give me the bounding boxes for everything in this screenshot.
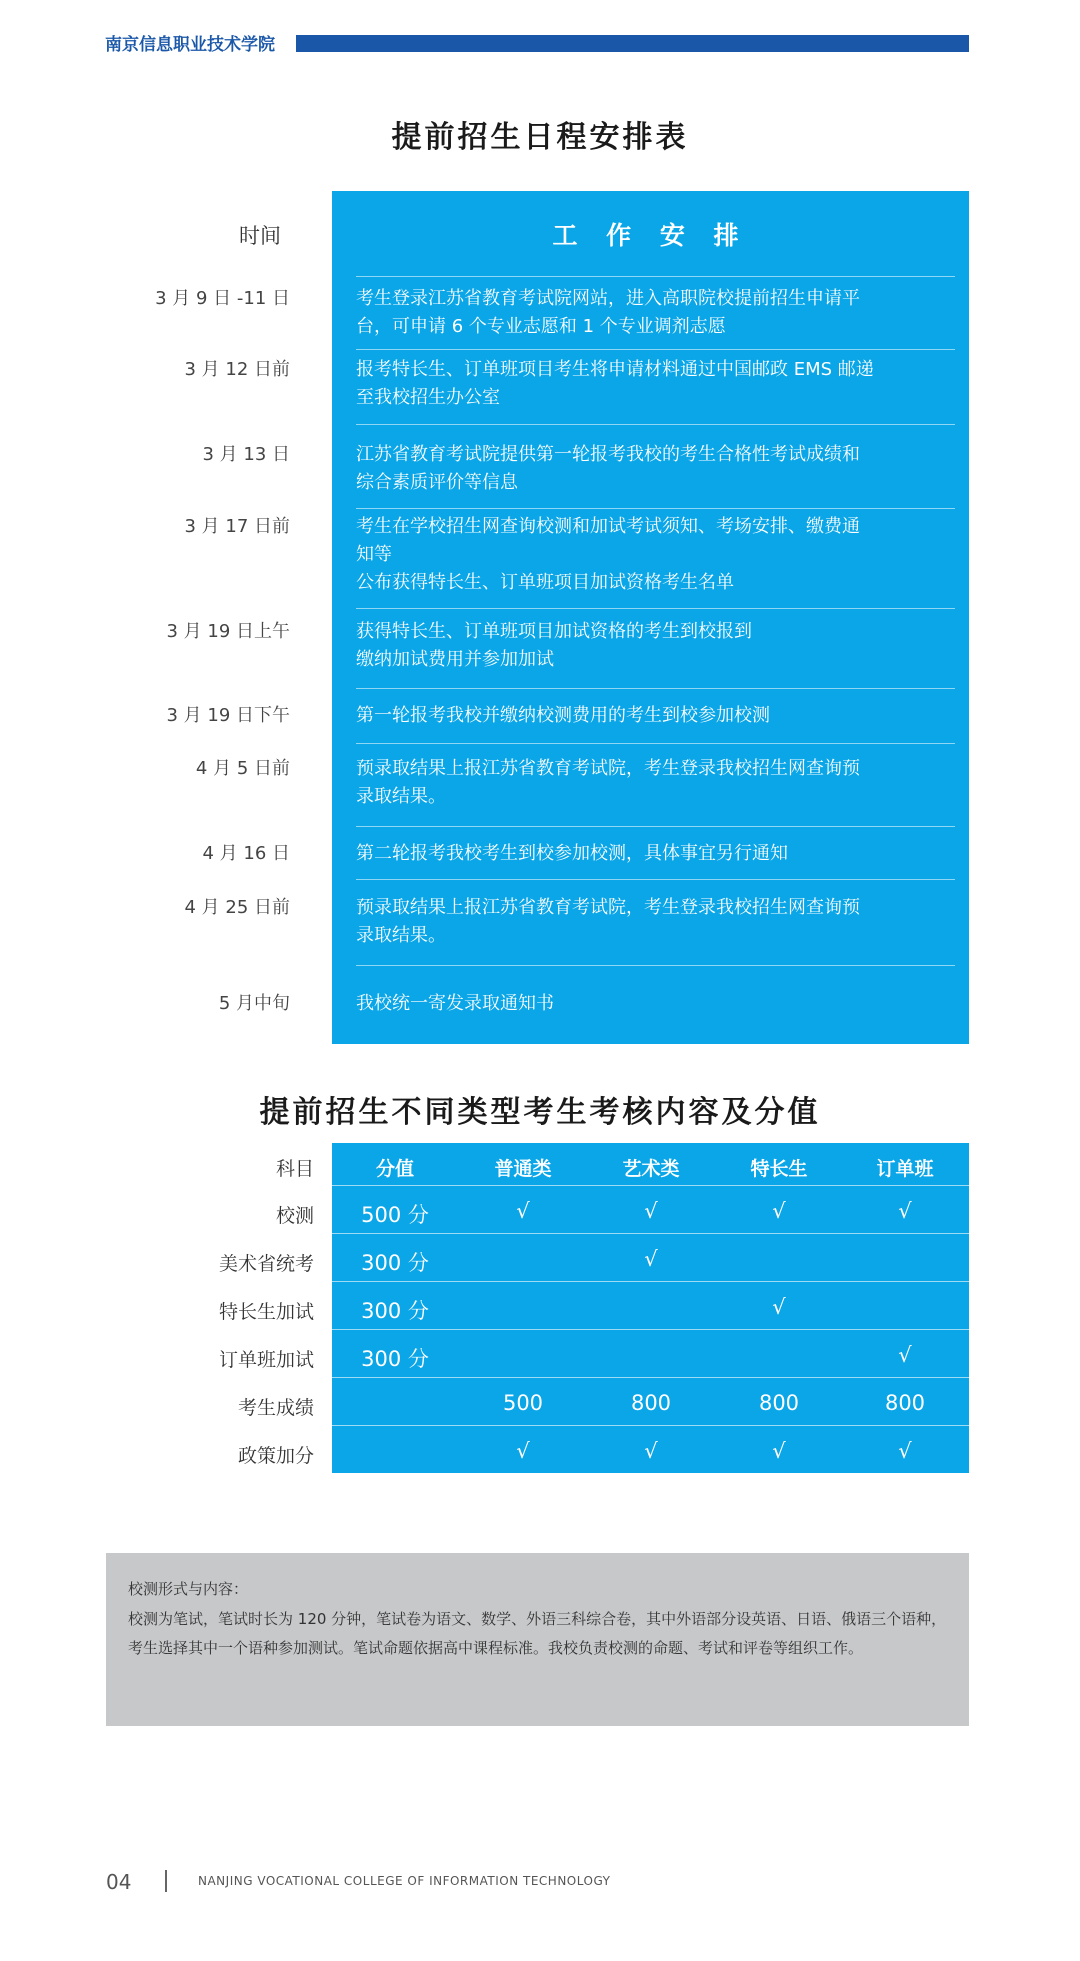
schedule-description-line: 公布获得特长生、订单班项目加试资格考生名单 — [356, 572, 734, 593]
assessment-cell: 800 — [630, 1391, 672, 1415]
schedule-time: 3 月 19 日下午 — [166, 705, 290, 726]
schedule-time: 5 月中旬 — [218, 993, 290, 1014]
schedule-row-divider — [356, 688, 955, 689]
schedule-description — [356, 702, 956, 730]
note-box — [106, 1553, 969, 1726]
assessment-cell: 500 分 — [361, 1203, 429, 1227]
schedule-description-line: 我校统一寄发录取通知书 — [356, 993, 554, 1014]
assessment-subject: 美术省统考 — [218, 1253, 314, 1275]
assessment-cell: √ — [772, 1439, 786, 1463]
schedule-description — [356, 840, 956, 868]
assessment-cell: √ — [644, 1199, 658, 1223]
assessment-cell: √ — [772, 1199, 786, 1223]
schedule-description-line: 第二轮报考我校考生到校参加校测，具体事宜另行通知 — [356, 843, 788, 864]
assessment-cell: 300 分 — [361, 1347, 429, 1371]
assessment-cell: 800 — [758, 1391, 800, 1415]
schedule-description-line: 获得特长生、订单班项目加试资格的考生到校报到 — [356, 621, 752, 642]
schedule-description-line: 江苏省教育考试院提供第一轮报考我校的考生合格性考试成绩和 — [356, 444, 860, 465]
schedule-time: 3 月 9 日 -11 日 — [155, 288, 290, 309]
assessment-cell: 800 — [884, 1391, 926, 1415]
assessment-row-divider — [332, 1425, 969, 1426]
schedule-title: 提前招生日程安排表 — [391, 120, 689, 155]
assessment-subject-header: 科目 — [275, 1158, 314, 1180]
schedule-time: 3 月 12 日前 — [184, 359, 290, 380]
schedule-description-line: 至我校招生办公室 — [356, 387, 500, 408]
schedule-description — [356, 513, 956, 597]
assessment-subject: 考生成绩 — [237, 1397, 314, 1419]
assessment-column-header: 艺术类 — [622, 1158, 680, 1180]
schedule-description-line: 考生在学校招生网查询校测和加试考试须知、考场安排、缴费通 — [356, 516, 860, 537]
schedule-row-divider — [356, 424, 955, 425]
assessment-column-header: 分值 — [375, 1158, 414, 1180]
schedule-row-divider — [356, 608, 955, 609]
assessment-column-header: 订单班 — [876, 1158, 934, 1180]
assessment-row-divider — [332, 1377, 969, 1378]
assessment-row-divider — [332, 1281, 969, 1282]
schedule-time: 3 月 13 日 — [202, 444, 290, 465]
schedule-work-header: 工 作 安 排 — [552, 221, 749, 250]
assessment-column-header: 特长生 — [750, 1158, 808, 1180]
assessment-cell: 300 分 — [361, 1299, 429, 1323]
assessment-subject: 订单班加试 — [218, 1349, 314, 1371]
schedule-description-line: 知等 — [356, 544, 392, 565]
schedule-description-line: 预录取结果上报江苏省教育考试院，考生登录我校招生网查询预 — [356, 758, 860, 779]
note-title: 校测形式与内容： — [128, 1580, 249, 1598]
assessment-subject: 特长生加试 — [218, 1301, 314, 1323]
schedule-time: 3 月 17 日前 — [184, 516, 290, 537]
institution-name: 南京信息职业技术学院 — [105, 35, 275, 55]
footer-separator — [165, 1870, 167, 1892]
assessment-cell: √ — [898, 1343, 912, 1367]
assessment-cell: √ — [772, 1295, 786, 1319]
note-body: 校测为笔试，笔试时长为 120 分钟，笔试卷为语文、数学、外语三科综合卷，其中外语部分设英语、日语、俄语三个语种，考生选择其中一个语种参加测试。笔试命题依据高中课程标准。我校负责校测的命题、考试和评卷等组织工作。 — [128, 1610, 947, 1657]
page-number: 04 — [106, 1870, 132, 1894]
assessment-row-divider — [332, 1185, 969, 1186]
assessment-cell: √ — [898, 1199, 912, 1223]
assessment-row-divider — [332, 1233, 969, 1234]
assessment-cell: √ — [516, 1199, 530, 1223]
schedule-time: 4 月 5 日前 — [195, 758, 290, 779]
schedule-description — [356, 755, 956, 811]
schedule-row-divider — [356, 276, 955, 277]
assessment-cell: √ — [516, 1439, 530, 1463]
schedule-row-divider — [356, 508, 955, 509]
assessment-column-header: 普通类 — [494, 1158, 552, 1180]
schedule-row-divider — [356, 965, 955, 966]
assessment-cell: √ — [898, 1439, 912, 1463]
schedule-description-line: 台，可申请 6 个专业志愿和 1 个专业调剂志愿 — [356, 316, 726, 337]
schedule-description-line: 缴纳加试费用并参加加试 — [356, 649, 554, 670]
schedule-time-header: 时间 — [239, 224, 281, 248]
schedule-time: 4 月 25 日前 — [184, 897, 290, 918]
schedule-description-line: 综合素质评价等信息 — [356, 472, 518, 493]
schedule-description-line: 录取结果。 — [356, 786, 446, 807]
schedule-time: 4 月 16 日 — [202, 843, 290, 864]
assessment-subject: 校测 — [275, 1205, 314, 1227]
schedule-row-divider — [356, 349, 955, 350]
schedule-description-line: 录取结果。 — [356, 925, 446, 946]
assessment-title: 提前招生不同类型考生考核内容及分值 — [259, 1095, 821, 1130]
schedule-description — [356, 894, 956, 950]
assessment-cell: 500 — [502, 1391, 544, 1415]
assessment-subject: 政策加分 — [237, 1445, 314, 1467]
schedule-description-line: 考生登录江苏省教育考试院网站，进入高职院校提前招生申请平 — [356, 288, 860, 309]
assessment-row-divider — [332, 1329, 969, 1330]
header-bar — [296, 35, 969, 52]
footer-college-name: NANJING VOCATIONAL COLLEGE OF INFORMATION TECHNOLOGY — [198, 1874, 611, 1888]
schedule-description — [356, 618, 956, 674]
assessment-cell: √ — [644, 1247, 658, 1271]
schedule-row-divider — [356, 879, 955, 880]
schedule-description — [356, 285, 956, 341]
schedule-description — [356, 990, 956, 1018]
schedule-description — [356, 356, 956, 412]
schedule-description-line: 预录取结果上报江苏省教育考试院，考生登录我校招生网查询预 — [356, 897, 860, 918]
assessment-cell: 300 分 — [361, 1251, 429, 1275]
schedule-time: 3 月 19 日上午 — [166, 621, 290, 642]
schedule-row-divider — [356, 743, 955, 744]
schedule-description — [356, 441, 956, 497]
assessment-cell: √ — [644, 1439, 658, 1463]
schedule-description-line: 报考特长生、订单班项目考生将申请材料通过中国邮政 EMS 邮递 — [356, 359, 874, 380]
schedule-row-divider — [356, 826, 955, 827]
schedule-description-line: 第一轮报考我校并缴纳校测费用的考生到校参加校测 — [356, 705, 770, 726]
